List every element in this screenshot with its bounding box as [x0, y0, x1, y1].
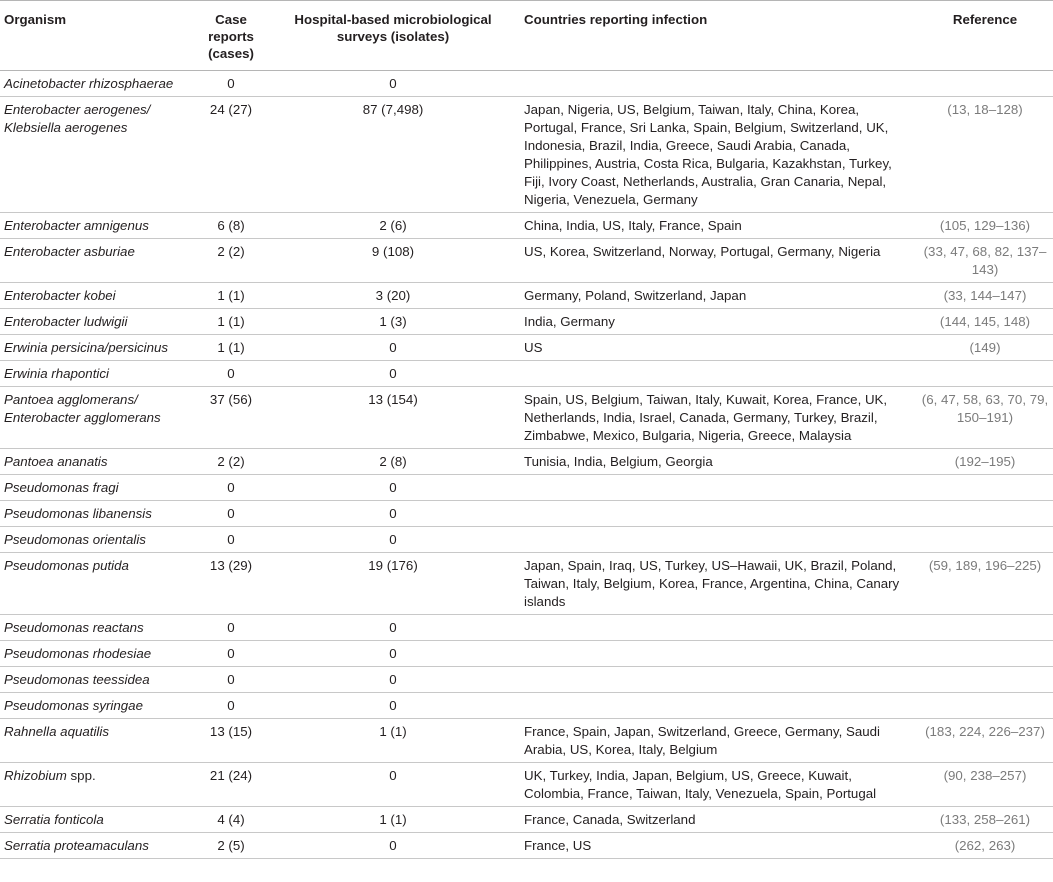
table-row — [0, 309, 1053, 335]
surveys-cell: 0 — [266, 641, 520, 667]
surveys-cell: 0 — [266, 667, 520, 693]
reference-cell: (133, 258–261) — [917, 807, 1053, 833]
case-reports-cell: 0 — [196, 693, 266, 719]
table-row — [0, 213, 1053, 239]
surveys-cell: 0 — [266, 693, 520, 719]
table-row — [0, 807, 1053, 833]
countries-cell: Japan, Spain, Iraq, US, Turkey, US–Hawaii, UK, Brazil, Poland, Taiwan, Italy, Belgium, Korea, France, Argentina, China, Canary islands — [520, 553, 917, 615]
surveys-cell: 1 (3) — [266, 309, 520, 335]
countries-cell — [520, 667, 917, 693]
surveys-cell: 0 — [266, 335, 520, 361]
surveys-cell: 0 — [266, 615, 520, 641]
countries-cell: India, Germany — [520, 309, 917, 335]
table-row — [0, 361, 1053, 387]
organism-cell: Pseudomonas libanensis — [0, 501, 196, 527]
countries-cell — [520, 527, 917, 553]
case-reports-cell: 2 (2) — [196, 449, 266, 475]
surveys-cell: 0 — [266, 763, 520, 807]
organism-cell: Enterobacter kobei — [0, 283, 196, 309]
table-row — [0, 553, 1053, 615]
table-row — [0, 615, 1053, 641]
case-reports-cell: 1 (1) — [196, 309, 266, 335]
reference-cell: (6, 47, 58, 63, 70, 79, 150–191) — [917, 387, 1053, 449]
case-reports-cell: 0 — [196, 361, 266, 387]
reference-cell: (262, 263) — [917, 833, 1053, 859]
table-row — [0, 71, 1053, 97]
case-reports-cell: 0 — [196, 475, 266, 501]
countries-cell — [520, 693, 917, 719]
organism-cell: Acinetobacter rhizosphaerae — [0, 71, 196, 97]
case-reports-cell: 0 — [196, 527, 266, 553]
reference-cell — [917, 361, 1053, 387]
table-row — [0, 335, 1053, 361]
header-case-reports: Case reports (cases) — [196, 1, 266, 71]
countries-cell — [520, 71, 917, 97]
countries-cell: France, Spain, Japan, Switzerland, Greece, Germany, Saudi Arabia, US, Korea, Italy, Belgium — [520, 719, 917, 763]
case-reports-cell: 0 — [196, 641, 266, 667]
countries-cell — [520, 501, 917, 527]
reference-cell — [917, 667, 1053, 693]
table-row — [0, 387, 1053, 449]
case-reports-cell: 6 (8) — [196, 213, 266, 239]
organism-cell: Enterobacter amnigenus — [0, 213, 196, 239]
countries-cell — [520, 475, 917, 501]
case-reports-cell: 1 (1) — [196, 335, 266, 361]
reference-cell: (192–195) — [917, 449, 1053, 475]
reference-cell: (90, 238–257) — [917, 763, 1053, 807]
table-row — [0, 475, 1053, 501]
countries-cell: Germany, Poland, Switzerland, Japan — [520, 283, 917, 309]
surveys-cell: 0 — [266, 833, 520, 859]
reference-cell: (149) — [917, 335, 1053, 361]
reference-cell: (33, 47, 68, 82, 137–143) — [917, 239, 1053, 283]
organism-cell: Pseudomonas orientalis — [0, 527, 196, 553]
organism-suffix: spp. — [66, 768, 96, 783]
case-reports-cell: 0 — [196, 71, 266, 97]
organism-cell: Pseudomonas putida — [0, 553, 196, 615]
case-reports-cell: 13 (15) — [196, 719, 266, 763]
header-organism: Organism — [0, 1, 196, 71]
reference-cell — [917, 501, 1053, 527]
table-row — [0, 239, 1053, 283]
surveys-cell: 0 — [266, 501, 520, 527]
reference-cell — [917, 475, 1053, 501]
reference-cell — [917, 615, 1053, 641]
countries-cell: Japan, Nigeria, US, Belgium, Taiwan, Italy, China, Korea, Portugal, France, Sri Lanka, Spain, Belgium, Switzerland, UK, Indonesia, Brazil, India, Greece, Saudi Arabia, Canada, Philippines, Austria, Costa Rica, Bulgaria, Kazakhstan, Turkey, Fiji, Ivory Coast, Netherlands, Australia, Gran Canaria, Nepal, Nigeria, Venezuela, Germany — [520, 97, 917, 213]
case-reports-cell: 37 (56) — [196, 387, 266, 449]
organism-cell — [0, 763, 196, 807]
countries-cell: France, US — [520, 833, 917, 859]
reference-cell — [917, 527, 1053, 553]
countries-cell — [520, 361, 917, 387]
countries-cell: China, India, US, Italy, France, Spain — [520, 213, 917, 239]
header-reference: Reference — [917, 1, 1053, 71]
organism-genus: Rhizobium — [4, 768, 67, 783]
surveys-cell: 0 — [266, 361, 520, 387]
table-row — [0, 449, 1053, 475]
countries-cell — [520, 641, 917, 667]
reference-cell: (183, 224, 226–237) — [917, 719, 1053, 763]
case-reports-cell: 2 (5) — [196, 833, 266, 859]
case-reports-cell: 0 — [196, 615, 266, 641]
organism-cell: Enterobacter aerogenes/ Klebsiella aerogenes — [0, 97, 196, 213]
reference-cell: (33, 144–147) — [917, 283, 1053, 309]
table-row — [0, 667, 1053, 693]
table-row — [0, 693, 1053, 719]
countries-cell: France, Canada, Switzerland — [520, 807, 917, 833]
table-row — [0, 763, 1053, 807]
reference-cell — [917, 641, 1053, 667]
reference-cell — [917, 71, 1053, 97]
table-row — [0, 527, 1053, 553]
organism-cell: Pseudomonas teessidea — [0, 667, 196, 693]
organism-cell: Pantoea agglomerans/ Enterobacter agglomerans — [0, 387, 196, 449]
reference-cell: (59, 189, 196–225) — [917, 553, 1053, 615]
table-row — [0, 641, 1053, 667]
organism-cell: Pseudomonas reactans — [0, 615, 196, 641]
surveys-cell: 9 (108) — [266, 239, 520, 283]
surveys-cell: 87 (7,498) — [266, 97, 520, 213]
reference-cell: (144, 145, 148) — [917, 309, 1053, 335]
case-reports-cell: 21 (24) — [196, 763, 266, 807]
organism-cell: Serratia proteamaculans — [0, 833, 196, 859]
organism-cell: Erwinia rhapontici — [0, 361, 196, 387]
surveys-cell: 2 (8) — [266, 449, 520, 475]
surveys-cell: 3 (20) — [266, 283, 520, 309]
surveys-cell: 2 (6) — [266, 213, 520, 239]
surveys-cell: 1 (1) — [266, 719, 520, 763]
countries-cell: US — [520, 335, 917, 361]
header-row — [0, 1, 1053, 71]
organism-cell: Pseudomonas fragi — [0, 475, 196, 501]
case-reports-cell: 0 — [196, 667, 266, 693]
header-countries: Countries reporting infection — [520, 1, 917, 71]
case-reports-cell: 0 — [196, 501, 266, 527]
countries-cell: UK, Turkey, India, Japan, Belgium, US, Greece, Kuwait, Colombia, France, Taiwan, Italy, Venezuela, Spain, Portugal — [520, 763, 917, 807]
reference-cell: (105, 129–136) — [917, 213, 1053, 239]
organism-cell: Erwinia persicina/persicinus — [0, 335, 196, 361]
table-row — [0, 97, 1053, 213]
organism-cell: Enterobacter asburiae — [0, 239, 196, 283]
organism-cell: Enterobacter ludwigii — [0, 309, 196, 335]
case-reports-cell: 13 (29) — [196, 553, 266, 615]
table-row — [0, 501, 1053, 527]
surveys-cell: 0 — [266, 475, 520, 501]
reference-cell: (13, 18–128) — [917, 97, 1053, 213]
countries-cell: Tunisia, India, Belgium, Georgia — [520, 449, 917, 475]
header-surveys: Hospital-based microbiological surveys (isolates) — [266, 1, 520, 71]
organism-cell: Pantoea ananatis — [0, 449, 196, 475]
case-reports-cell: 4 (4) — [196, 807, 266, 833]
surveys-cell: 13 (154) — [266, 387, 520, 449]
organism-cell: Pseudomonas syringae — [0, 693, 196, 719]
table-row — [0, 283, 1053, 309]
case-reports-cell: 2 (2) — [196, 239, 266, 283]
surveys-cell: 0 — [266, 527, 520, 553]
organism-cell: Serratia fonticola — [0, 807, 196, 833]
case-reports-cell: 24 (27) — [196, 97, 266, 213]
surveys-cell: 0 — [266, 71, 520, 97]
organism-cell: Pseudomonas rhodesiae — [0, 641, 196, 667]
table-row — [0, 833, 1053, 859]
countries-cell — [520, 615, 917, 641]
countries-cell: US, Korea, Switzerland, Norway, Portugal, Germany, Nigeria — [520, 239, 917, 283]
surveys-cell: 1 (1) — [266, 807, 520, 833]
countries-cell: Spain, US, Belgium, Taiwan, Italy, Kuwait, Korea, France, UK, Netherlands, India, Israel, Canada, Germany, Turkey, Brazil, Zimbabwe, Mexico, Bulgaria, Nigeria, Greece, Malaysia — [520, 387, 917, 449]
surveys-cell: 19 (176) — [266, 553, 520, 615]
case-reports-cell: 1 (1) — [196, 283, 266, 309]
organism-cell: Rahnella aquatilis — [0, 719, 196, 763]
table-row — [0, 719, 1053, 763]
reference-cell — [917, 693, 1053, 719]
